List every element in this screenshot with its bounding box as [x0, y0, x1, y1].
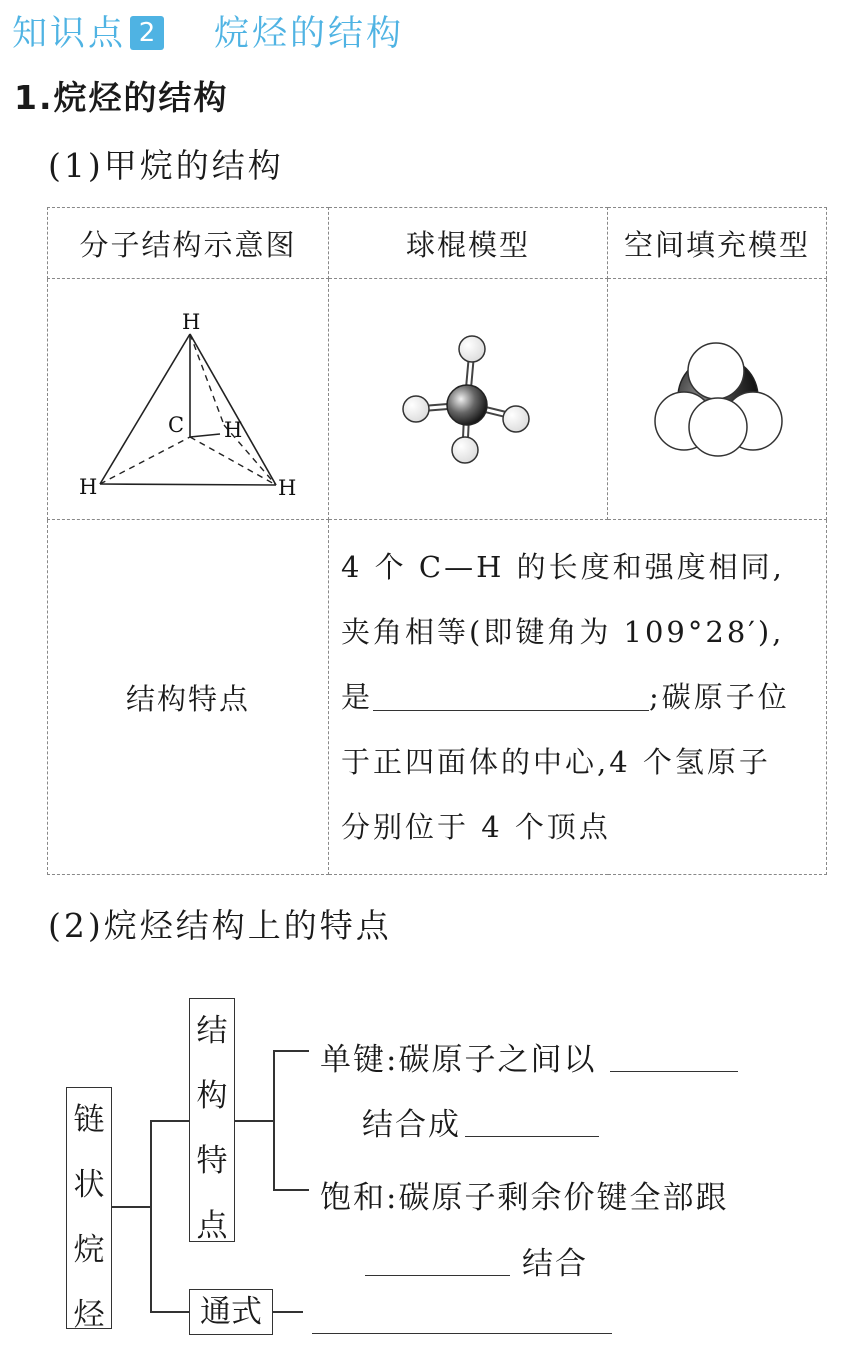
subsection-1-title: (1)甲烷的结构: [48, 146, 284, 185]
connector-root: [112, 1206, 150, 1208]
single-bond-line-1: 单键:碳原子之间以: [320, 1042, 597, 1078]
methane-structure-table: [47, 207, 827, 875]
h-left-label: H: [79, 475, 98, 499]
saturation-line-1: 饱和:碳原子剩余价键全部跟: [320, 1180, 729, 1216]
feature-line-5: 分别位于 4 个顶点: [341, 809, 611, 844]
connector-structure-vertical: [273, 1050, 275, 1190]
space-filling-model: [608, 279, 826, 519]
connector-to-single-bond: [273, 1050, 309, 1052]
tetrahedron-diagram: [48, 279, 328, 519]
blank-single-bond-1[interactable]: [610, 1070, 738, 1072]
saturation-line-2: 结合: [522, 1246, 588, 1282]
ball-and-stick-model: [329, 279, 607, 519]
answer-blank-shape[interactable]: [373, 680, 649, 711]
feature-line-3-end: ;碳原子位: [649, 679, 790, 714]
header-prefix: 知识点: [12, 14, 127, 54]
h-inner-label: H: [224, 418, 243, 442]
connector-formula-dash: [273, 1311, 303, 1313]
header-ball-stick-model: 球棍模型: [329, 208, 608, 279]
h-right-label: H: [278, 476, 297, 500]
header-space-filling-model: 空间填充模型: [608, 208, 827, 279]
feature-line-3-start: 是: [341, 679, 374, 714]
feature-line-4: 于正四面体的中心,4 个氢原子: [341, 744, 771, 779]
single-bond-line-2: 结合成: [362, 1107, 461, 1143]
blank-general-formula[interactable]: [312, 1332, 612, 1334]
connector-to-structure: [150, 1120, 189, 1122]
subsection-2-title: (2)烷烃结构上的特点: [48, 906, 392, 945]
feature-description: [329, 520, 827, 875]
feature-line-1: 4 个 C—H 的长度和强度相同,: [341, 549, 785, 584]
blank-single-bond-2[interactable]: [465, 1135, 599, 1137]
feature-label: 结构特点: [48, 520, 329, 875]
h-top-label: H: [182, 310, 201, 334]
header-number-badge: 2: [130, 16, 164, 50]
connector-to-formula: [150, 1311, 189, 1313]
connector-structure: [235, 1120, 273, 1122]
connector-root-vertical: [150, 1120, 152, 1312]
root-box-chain-alkane: 链状烷烃: [66, 1087, 112, 1329]
section-1-title: 1.烷烃的结构: [14, 78, 229, 117]
header-title: 烷烃的结构: [214, 14, 405, 54]
branch-box-general-formula: 通式: [189, 1289, 273, 1335]
tetrahedron-diagram-cell: [48, 279, 329, 520]
blank-saturation[interactable]: [365, 1274, 510, 1276]
branch-box-structure-features: 结构特点: [189, 998, 235, 1242]
header-structure-diagram: 分子结构示意图: [48, 208, 329, 279]
feature-line-2: 夹角相等(即键角为 109°28′),: [341, 614, 785, 649]
space-filling-cell: [608, 279, 827, 520]
connector-to-saturation: [273, 1189, 309, 1191]
feature-line-3: [341, 665, 816, 730]
knowledge-point-header: [12, 6, 404, 56]
c-center-label: C: [168, 413, 185, 437]
ball-stick-cell: [329, 279, 608, 520]
